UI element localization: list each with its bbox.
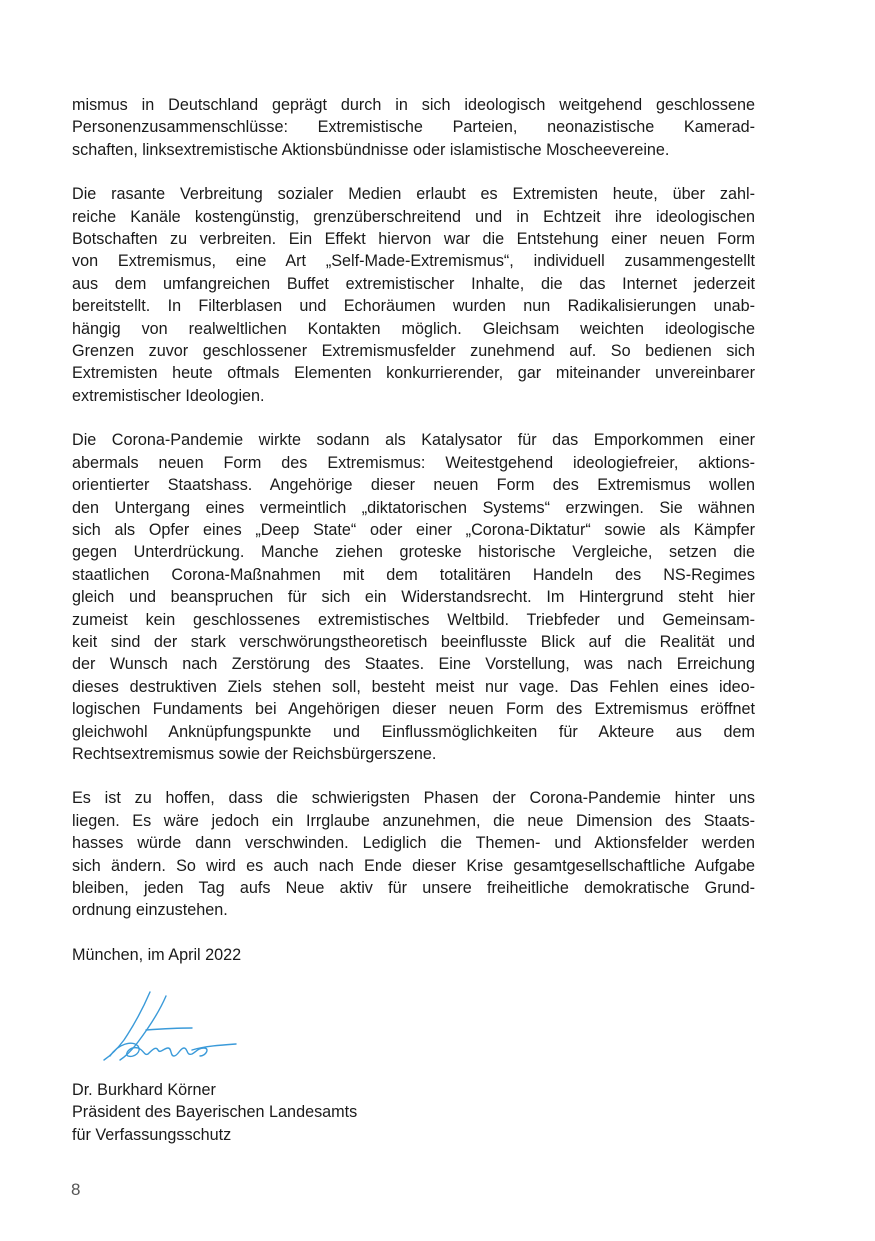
paragraph-line: zumeist kein geschlossenes extremistisches Weltbild. Triebfeder und Gemeinsam-: [72, 610, 755, 629]
author-block: [72, 1079, 357, 1146]
document-body: [72, 94, 755, 966]
paragraph: [72, 183, 755, 407]
paragraph-line: reiche Kanäle kostengünstig, grenzüberschreitend und in Echtzeit ihre ideologischen: [72, 207, 755, 226]
paragraph-line: aus dem umfangreichen Buffet extremistischer Inhalte, die das Internet jederzeit: [72, 274, 755, 293]
paragraph-line: Personenzusammenschlüsse: Extremistische Parteien, neonazistische Kamerad-: [72, 118, 755, 137]
author-title-line1: Präsident des Bayerischen Landesamts: [72, 1103, 358, 1122]
author-name: Dr. Burkhard Körner: [72, 1081, 216, 1099]
paragraph-line: sich ändern. So wird es auch nach Ende dieser Krise gesamtgesellschaftliche Aufgabe: [72, 856, 755, 875]
paragraph-line: sich als Opfer eines „Deep State“ oder einer „Corona-Diktatur“ sowie als Kämpfer: [72, 520, 755, 539]
paragraph-line: hasses würde dann verschwinden. Lediglich die Themen- und Aktionsfelder werden: [72, 834, 755, 853]
paragraphs-container: [72, 94, 755, 922]
paragraph-line: Es ist zu hoffen, dass die schwierigsten Phasen der Corona-Pandemie hinter uns: [72, 789, 755, 808]
paragraph-line: liegen. Es wäre jedoch ein Irrglaube anzunehmen, die neue Dimension des Staats-: [72, 811, 755, 830]
signature-image: [80, 986, 240, 1066]
paragraph-line: gleichwohl Anknüpfungspunkte und Einflussmöglichkeiten für Akteure aus dem: [72, 722, 755, 741]
paragraph-line: von Extremismus, eine Art „Self-Made-Extremismus“, individuell zusammengestellt: [72, 252, 755, 271]
page-number: 8: [71, 1180, 81, 1199]
paragraph-line: ordnung einzustehen.: [72, 901, 228, 920]
paragraph-line: Die Corona-Pandemie wirkte sodann als Katalysator für das Emporkommen einer: [72, 431, 755, 450]
place-date: München, im April 2022: [72, 945, 242, 964]
paragraph-line: abermals neuen Form des Extremismus: Weitestgehend ideologiefreier, aktions-: [72, 453, 755, 472]
paragraph-line: mismus in Deutschland geprägt durch in sich ideologisch weitgehend geschlossene: [72, 96, 755, 114]
paragraph-line: dieses destruktiven Ziels stehen soll, besteht meist nur vage. Das Fehlen eines ideo-: [72, 677, 755, 696]
paragraph-line: extremistischer Ideologien.: [72, 386, 265, 405]
paragraph-line: Extremisten heute oftmals Elementen konkurrierender, gar miteinander unvereinbarer: [72, 364, 755, 383]
paragraph-line: Botschaften zu verbreiten. Ein Effekt hiervon war die Entstehung einer neuen Form: [72, 230, 755, 249]
paragraph-line: staatlichen Corona-Maßnahmen mit dem totalitären Handeln des NS-Regimes: [72, 565, 755, 584]
paragraph: [72, 787, 755, 921]
paragraph-line: der Wunsch nach Zerstörung des Staates. Eine Vorstellung, was nach Erreichung: [72, 655, 755, 674]
signature-drawing: [80, 986, 240, 1066]
paragraph-line: bereitstellt. In Filterblasen und Echoräumen wurden nun Radikalisierungen unab-: [72, 297, 755, 316]
paragraph-line: Rechtsextremismus sowie der Reichsbürgerszene.: [72, 744, 437, 763]
paragraph-line: orientierter Staatshass. Angehörige dieser neuen Form des Extremismus wollen: [72, 476, 755, 495]
paragraph-line: schaften, linksextremistische Aktionsbündnisse oder islamistische Moscheevereine.: [72, 140, 670, 159]
paragraph-line: logischen Fundaments bei Angehörigen dieser neuen Form des Extremismus eröffnet: [72, 700, 755, 719]
signature-stroke: [104, 992, 150, 1060]
author-title-line2: für Verfassungsschutz: [72, 1125, 232, 1144]
paragraph-line: Grenzen zuvor geschlossener Extremismusfelder zunehmend auf. So bedienen sich: [72, 342, 755, 361]
paragraph-line: Die rasante Verbreitung sozialer Medien erlaubt es Extremisten heute, über zahl-: [72, 185, 755, 204]
paragraph-line: gegen Unterdrückung. Manche ziehen groteske historische Vergleiche, setzen die: [72, 543, 755, 562]
paragraph-line: gleich und beanspruchen für sich ein Widerstandsrecht. Im Hintergrund steht hier: [72, 588, 755, 607]
paragraph-line: den Untergang eines vermeintlich „diktatorischen Systems“ erzwingen. Sie wähnen: [72, 498, 755, 517]
signature-stroke: [146, 1028, 192, 1030]
signature-stroke: [192, 1044, 236, 1050]
paragraph-line: hängig von realweltlichen Kontakten möglich. Gleichsam weichten ideologische: [72, 319, 755, 338]
paragraph: [72, 94, 755, 161]
paragraph-line: bleiben, jeden Tag aufs Neue aktiv für unsere freiheitliche demokratische Grund-: [72, 879, 755, 897]
paragraph: [72, 429, 755, 765]
paragraph-line: keit sind der stark verschwörungstheoretisch beeinflusste Blick auf die Realität und: [72, 632, 755, 651]
